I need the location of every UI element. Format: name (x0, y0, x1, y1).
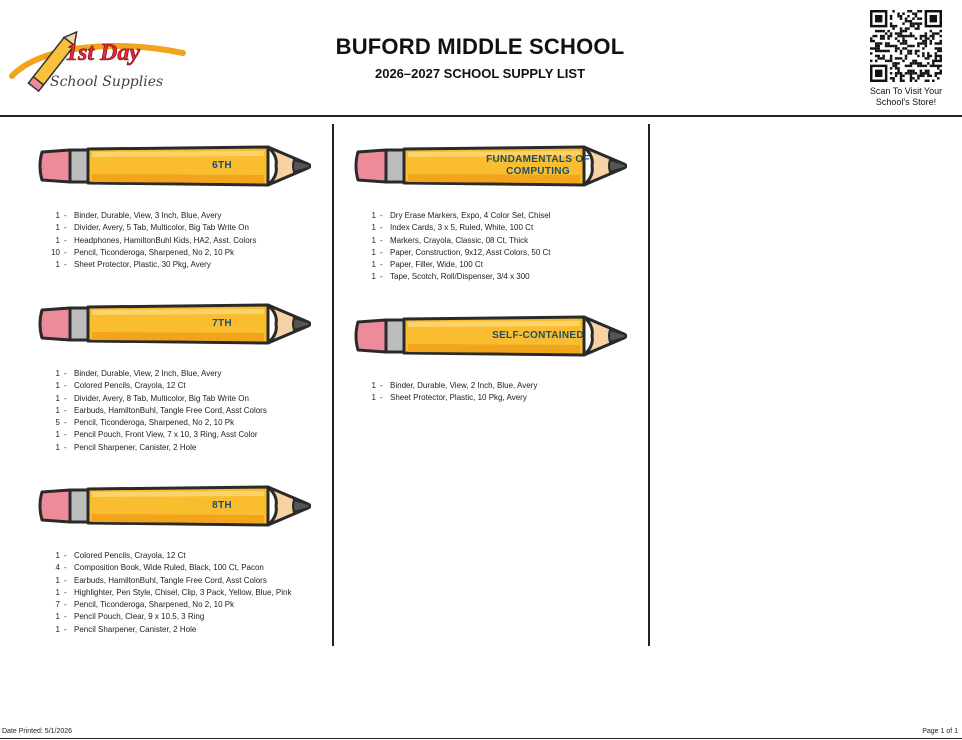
supply-item (36, 429, 311, 441)
qr-caption-line-2: School's Store! (875, 97, 937, 107)
item-separator: - (380, 393, 383, 403)
grade-section-self-contained (352, 312, 627, 405)
column-divider-1 (332, 124, 334, 646)
page-number: Page 1 of 1 (922, 728, 958, 735)
supply-item (352, 210, 627, 222)
item-description: Sheet Protector, Plastic, 30 Pkg, Avery (74, 260, 211, 270)
item-quantity: 1 (371, 260, 376, 270)
footer-divider (0, 738, 962, 739)
supply-item (352, 235, 627, 247)
supply-list (352, 380, 627, 405)
supply-item (352, 259, 627, 271)
item-quantity: 1 (55, 551, 60, 560)
item-quantity: 1 (371, 247, 376, 257)
item-description: Earbuds, HamiltonBuhl, Tangle Free Cord, Asst Colors (74, 575, 267, 585)
qr-caption-line-1: Scan To Visit Your (869, 86, 943, 96)
item-description: Pencil Pouch, Front View, 7 x 10, 3 Ring, Asst Color (74, 430, 258, 440)
grade-section-7th (36, 300, 311, 454)
supply-item (36, 393, 311, 405)
qr-code-icon[interactable] (870, 10, 942, 82)
item-description: Binder, Durable, View, 2 Inch, Blue, Avery (390, 381, 538, 390)
supply-item (352, 380, 627, 392)
item-description: Colored Pencils, Crayola, 12 Ct (74, 551, 186, 560)
item-separator: - (64, 430, 67, 440)
supply-item (36, 550, 311, 562)
item-description: Composition Book, Wide Ruled, Black, 100 Ct, Pacon (74, 563, 264, 573)
header-divider (0, 115, 962, 117)
item-separator: - (64, 381, 67, 391)
grade-label: 8TH (212, 500, 232, 511)
item-description: Pencil, Ticonderoga, Sharpened, No 2, 10 Pk (74, 600, 235, 610)
item-quantity: 1 (55, 587, 60, 597)
item-description: Pencil, Ticonderoga, Sharpened, No 2, 10 Pk (74, 247, 235, 257)
supply-item (36, 405, 311, 417)
pencil-banner-icon (352, 142, 627, 194)
pencil-banner-icon (36, 142, 311, 194)
item-separator: - (380, 381, 383, 390)
supply-item (36, 575, 311, 587)
supply-item (36, 380, 311, 392)
supply-item (36, 442, 311, 454)
item-separator: - (64, 563, 67, 573)
supply-item (36, 247, 311, 259)
item-description: Headphones, HamiltonBuhl Kids, HA2, Asst. Colors (74, 235, 257, 245)
item-description: Divider, Avery, 5 Tab, Multicolor, Big Tab Write On (74, 223, 249, 233)
item-description: Binder, Durable, View, 2 Inch, Blue, Avery (74, 369, 222, 378)
supply-item (352, 271, 627, 283)
grade-section-6th (36, 142, 311, 271)
item-quantity: 1 (371, 235, 376, 245)
item-quantity: 1 (55, 381, 60, 391)
item-separator: - (380, 260, 383, 270)
item-quantity: 1 (371, 211, 376, 220)
item-separator: - (64, 575, 67, 585)
item-separator: - (64, 260, 67, 270)
list-title: 2026–2027 SCHOOL SUPPLY LIST (374, 66, 586, 81)
grade-section-8th (36, 482, 311, 636)
supply-item (36, 259, 311, 271)
supply-list (36, 210, 311, 271)
item-quantity: 1 (371, 393, 376, 403)
date-printed: Date Printed: 5/1/2026 (2, 728, 73, 735)
item-description: Pencil Sharpener, Canister, 2 Hole (74, 442, 197, 452)
item-quantity: 1 (55, 235, 60, 245)
item-description: Sheet Protector, Plastic, 10 Pkg, Avery (390, 393, 527, 403)
item-separator: - (64, 223, 67, 233)
item-separator: - (380, 247, 383, 257)
item-separator: - (64, 211, 67, 220)
supply-item (36, 368, 311, 380)
supply-item (352, 247, 627, 259)
item-separator: - (64, 235, 67, 245)
supply-item (352, 222, 627, 234)
item-description: Pencil Sharpener, Canister, 2 Hole (74, 624, 197, 634)
item-quantity: 1 (55, 223, 60, 233)
supply-item (36, 599, 311, 611)
supply-item (36, 624, 311, 636)
grade-label (448, 142, 628, 190)
item-description: Pencil Pouch, Clear, 9 x 10.5, 3 Ring (74, 612, 205, 622)
supply-item (36, 562, 311, 574)
item-quantity: 1 (371, 272, 376, 282)
item-description: Earbuds, HamiltonBuhl, Tangle Free Cord, Asst Colors (74, 405, 267, 415)
item-separator: - (380, 272, 383, 282)
school-supplies-logo (8, 18, 188, 98)
item-quantity: 4 (55, 563, 60, 573)
item-quantity: 1 (55, 575, 60, 585)
title-block (280, 34, 680, 81)
qr-caption (858, 86, 954, 108)
item-quantity: 10 (51, 247, 60, 257)
item-separator: - (64, 442, 67, 452)
supply-item (36, 235, 311, 247)
item-separator: - (64, 600, 67, 610)
item-description: Binder, Durable, View, 3 Inch, Blue, Avery (74, 211, 222, 220)
item-separator: - (64, 624, 67, 634)
pencil-banner-icon (36, 482, 311, 534)
item-quantity: 5 (55, 418, 60, 428)
grade-section-fundamentals-of-computing (352, 142, 627, 284)
logo-sub-text: School Supplies (50, 74, 164, 90)
grade-label-line-1: FUNDAMENTALS OF (486, 154, 590, 165)
item-quantity: 1 (55, 612, 60, 622)
item-quantity: 1 (55, 624, 60, 634)
supply-item (36, 611, 311, 623)
item-separator: - (380, 223, 383, 233)
supply-item (352, 392, 627, 404)
item-quantity: 1 (55, 369, 60, 378)
item-separator: - (64, 418, 67, 428)
item-separator: - (64, 612, 67, 622)
item-separator: - (64, 247, 67, 257)
item-separator: - (380, 211, 383, 220)
item-description: Divider, Avery, 8 Tab, Multicolor, Big Tab Write On (74, 393, 249, 403)
pencil-banner-icon (36, 300, 311, 352)
supply-item (36, 210, 311, 222)
item-description: Index Cards, 3 x 5, Ruled, White, 100 Ct (390, 223, 534, 233)
item-quantity: 1 (371, 223, 376, 233)
grade-label: 6TH (212, 160, 232, 171)
item-description: Pencil, Ticonderoga, Sharpened, No 2, 10 Pk (74, 418, 235, 428)
item-description: Paper, Construction, 9x12, Asst Colors, 50 Ct (390, 247, 551, 257)
item-description: Markers, Crayola, Classic, 08 Ct, Thick (390, 235, 529, 245)
item-separator: - (380, 235, 383, 245)
supply-list (36, 368, 311, 454)
item-separator: - (64, 587, 67, 597)
item-quantity: 1 (55, 211, 60, 220)
supply-list (352, 210, 627, 284)
supply-item (36, 417, 311, 429)
school-name: BUFORD MIDDLE SCHOOL (335, 34, 625, 59)
pencil-logo-icon (8, 18, 188, 98)
item-description: Colored Pencils, Crayola, 12 Ct (74, 381, 186, 391)
item-description: Highlighter, Pen Style, Chisel, Clip, 3 Pack, Yellow, Blue, Pink (74, 587, 292, 597)
grade-label: 7TH (212, 318, 232, 329)
item-quantity: 1 (55, 393, 60, 403)
grade-label-line-2: COMPUTING (506, 166, 570, 177)
item-description: Paper, Filler, Wide, 100 Ct (390, 260, 483, 270)
item-quantity: 1 (371, 381, 376, 390)
pencil-banner-icon (352, 312, 627, 364)
item-quantity: 1 (55, 442, 60, 452)
item-separator: - (64, 405, 67, 415)
item-quantity: 7 (55, 600, 60, 610)
supply-item (36, 222, 311, 234)
logo-main-text: 1st Day (66, 40, 140, 66)
item-separator: - (64, 369, 67, 378)
item-separator: - (64, 551, 67, 560)
item-description: Dry Erase Markers, Expo, 4 Color Set, Chisel (390, 211, 551, 220)
item-quantity: 1 (55, 405, 60, 415)
supply-list (36, 550, 311, 636)
grade-label: SELF-CONTAINED (492, 330, 584, 341)
column-divider-2 (648, 124, 650, 646)
supply-item (36, 587, 311, 599)
item-quantity: 1 (55, 260, 60, 270)
item-separator: - (64, 393, 67, 403)
item-description: Tape, Scotch, Roll/Dispenser, 3/4 x 300 (390, 272, 530, 282)
item-quantity: 1 (55, 430, 60, 440)
